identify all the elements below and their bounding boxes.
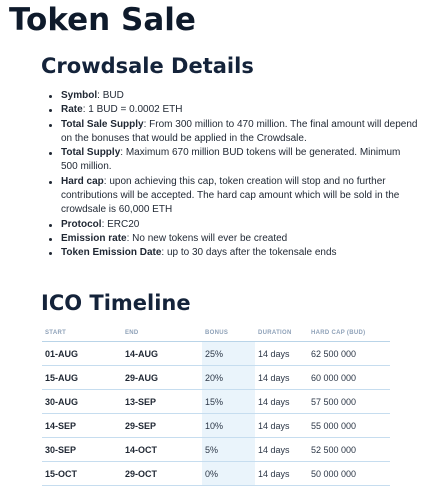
cell-bonus: 0% <box>202 462 255 486</box>
detail-text: upon achieving this cap, token creation will stop and no further contributions will be accepted. The hard cap amount which will be sold in the crowdsale is 60,000 ETH <box>61 175 400 216</box>
table-row <box>42 438 390 462</box>
detail-item-emission-rate <box>47 232 419 246</box>
cell-hard-cap: 55 000 000 <box>308 414 390 438</box>
cell-hard-cap: 52 500 000 <box>308 438 390 462</box>
detail-label: Hard cap <box>61 175 104 187</box>
table-row <box>42 342 390 366</box>
detail-item-rate <box>47 103 419 117</box>
detail-label: Rate <box>61 104 83 116</box>
detail-label: Total Supply <box>61 147 121 159</box>
crowdsale-details-list <box>47 89 419 261</box>
detail-item-symbol <box>47 89 419 103</box>
cell-end: 14-AUG <box>122 342 202 366</box>
detail-item-token-emission-date <box>47 246 419 260</box>
detail-text: up to 30 days after the tokensale ends <box>166 247 337 259</box>
detail-text: ERC20 <box>107 218 140 230</box>
cell-end: 29-OCT <box>122 462 202 486</box>
column-header-bonus: BONUS <box>202 325 255 342</box>
page-title: Token Sale <box>9 2 196 38</box>
cell-start: 30-AUG <box>42 390 122 414</box>
detail-item-protocol <box>47 218 419 232</box>
table-row <box>42 462 390 486</box>
cell-duration: 14 days <box>255 342 308 366</box>
detail-text: 1 BUD = 0.0002 ETH <box>88 104 183 116</box>
cell-start: 30-SEP <box>42 438 122 462</box>
detail-separator: : <box>97 90 103 101</box>
cell-start: 15-AUG <box>42 366 122 390</box>
cell-bonus: 10% <box>202 414 255 438</box>
detail-label: Total Sale Supply <box>61 118 144 130</box>
detail-separator: : <box>126 232 133 244</box>
cell-duration: 14 days <box>255 414 308 438</box>
detail-text: From 300 million to 470 million. The final amount will depend on the bonuses that would be applied in the Crowdsale. <box>61 118 418 144</box>
table-row <box>42 390 390 414</box>
column-header-start: START <box>42 325 122 342</box>
cell-duration: 14 days <box>255 390 308 414</box>
detail-item-hard-cap <box>47 175 419 218</box>
table-row <box>42 366 390 390</box>
column-header-hard-cap: HARD CAP (BUD) <box>308 325 390 342</box>
cell-hard-cap: 62 500 000 <box>308 342 390 366</box>
column-header-duration: DURATION <box>255 325 308 342</box>
detail-separator: : <box>143 118 150 130</box>
detail-text: Maximum 670 million BUD tokens will be generated. Minimum 500 million. <box>61 147 401 173</box>
detail-text: BUD <box>102 90 124 101</box>
detail-text: No new tokens will ever be created <box>132 232 288 244</box>
table-row <box>42 414 390 438</box>
crowdsale-details-heading: Crowdsale Details <box>41 54 254 78</box>
cell-hard-cap: 60 000 000 <box>308 366 390 390</box>
detail-label: Token Emission Date <box>61 247 162 259</box>
detail-label: Emission rate <box>61 232 127 244</box>
cell-duration: 14 days <box>255 438 308 462</box>
detail-item-total-sale-supply <box>47 118 419 147</box>
detail-item-total-supply <box>47 146 419 175</box>
detail-label: Protocol <box>61 218 102 230</box>
cell-start: 14-SEP <box>42 414 122 438</box>
cell-end: 13-SEP <box>122 390 202 414</box>
column-header-end: END <box>122 325 202 342</box>
cell-end: 29-AUG <box>122 366 202 390</box>
cell-start: 01-AUG <box>42 342 122 366</box>
cell-hard-cap: 57 500 000 <box>308 390 390 414</box>
detail-separator: : <box>103 175 110 187</box>
cell-end: 29-SEP <box>122 414 202 438</box>
table-header-row <box>42 325 390 342</box>
detail-label: Symbol <box>61 90 98 101</box>
cell-hard-cap: 50 000 000 <box>308 462 390 486</box>
cell-bonus: 25% <box>202 342 255 366</box>
cell-duration: 14 days <box>255 366 308 390</box>
detail-separator: : <box>101 218 108 230</box>
ico-timeline-heading: ICO Timeline <box>41 291 191 315</box>
cell-end: 14-OCT <box>122 438 202 462</box>
cell-duration: 14 days <box>255 462 308 486</box>
ico-timeline-table <box>42 325 390 486</box>
cell-bonus: 15% <box>202 390 255 414</box>
detail-separator: : <box>120 147 126 159</box>
cell-bonus: 5% <box>202 438 255 462</box>
cell-start: 15-OCT <box>42 462 122 486</box>
detail-separator: : <box>82 104 89 116</box>
detail-separator: : <box>161 247 167 259</box>
cell-bonus: 20% <box>202 366 255 390</box>
